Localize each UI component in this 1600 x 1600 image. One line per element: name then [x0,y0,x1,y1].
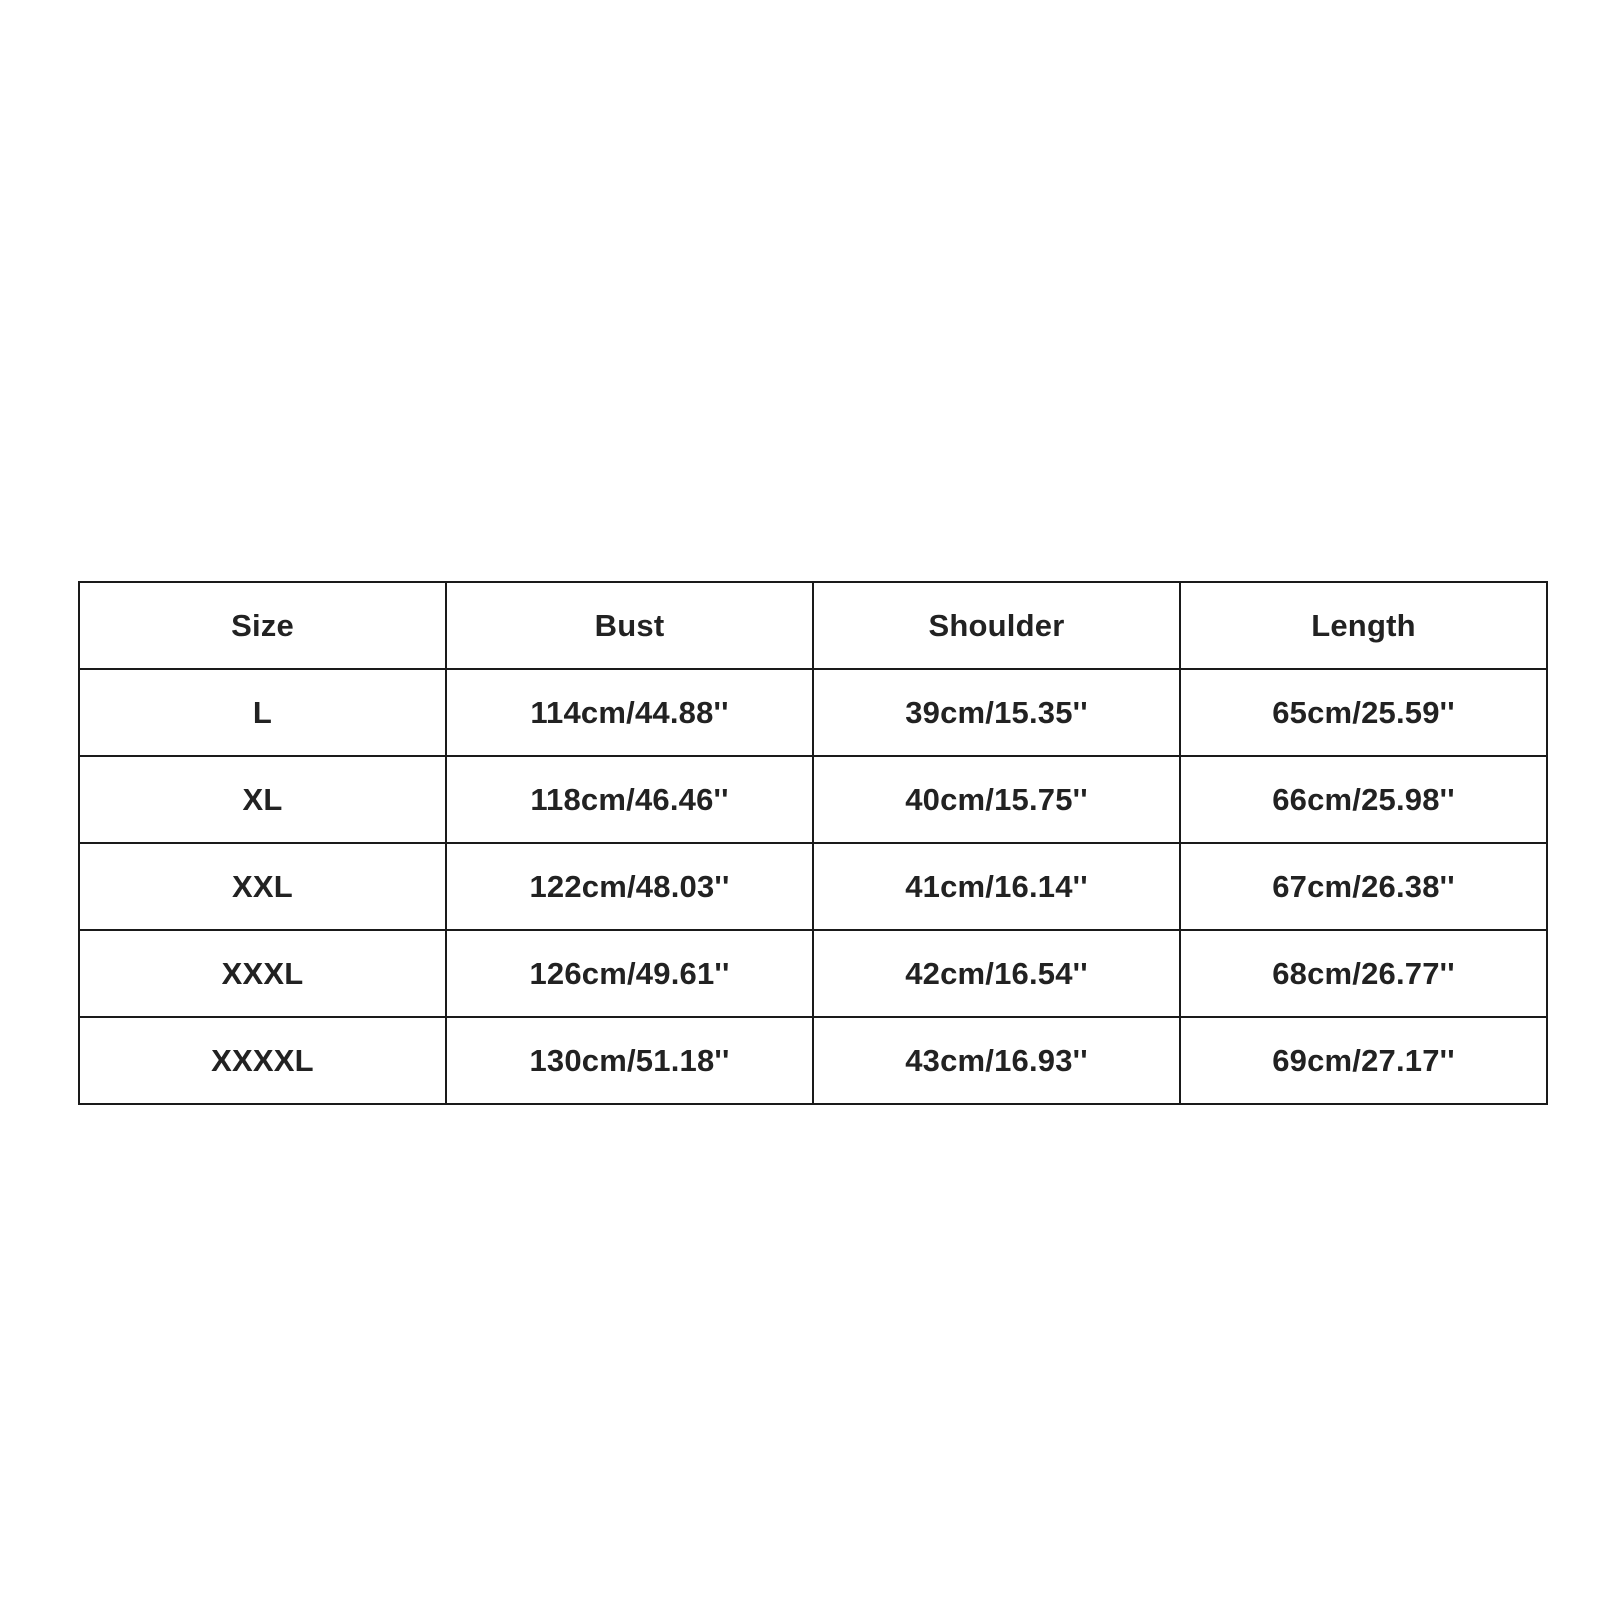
cell-size: XXL [79,843,446,930]
table-row [79,843,1547,930]
size-chart-table [78,581,1548,1105]
cell-size: XXXL [79,930,446,1017]
cell-length: 68cm/26.77'' [1180,930,1547,1017]
cell-bust: 114cm/44.88'' [446,669,813,756]
cell-bust: 130cm/51.18'' [446,1017,813,1104]
header-length: Length [1180,582,1547,669]
cell-length: 67cm/26.38'' [1180,843,1547,930]
cell-bust: 126cm/49.61'' [446,930,813,1017]
header-bust: Bust [446,582,813,669]
cell-bust: 118cm/46.46'' [446,756,813,843]
cell-shoulder: 40cm/15.75'' [813,756,1180,843]
header-size: Size [79,582,446,669]
cell-size: L [79,669,446,756]
cell-size: XL [79,756,446,843]
cell-length: 66cm/25.98'' [1180,756,1547,843]
cell-shoulder: 42cm/16.54'' [813,930,1180,1017]
table-row [79,1017,1547,1104]
table-row [79,930,1547,1017]
cell-shoulder: 39cm/15.35'' [813,669,1180,756]
table-row [79,756,1547,843]
cell-bust: 122cm/48.03'' [446,843,813,930]
header-shoulder: Shoulder [813,582,1180,669]
cell-shoulder: 41cm/16.14'' [813,843,1180,930]
table-header-row [79,582,1547,669]
cell-shoulder: 43cm/16.93'' [813,1017,1180,1104]
cell-size: XXXXL [79,1017,446,1104]
cell-length: 65cm/25.59'' [1180,669,1547,756]
table-row [79,669,1547,756]
cell-length: 69cm/27.17'' [1180,1017,1547,1104]
